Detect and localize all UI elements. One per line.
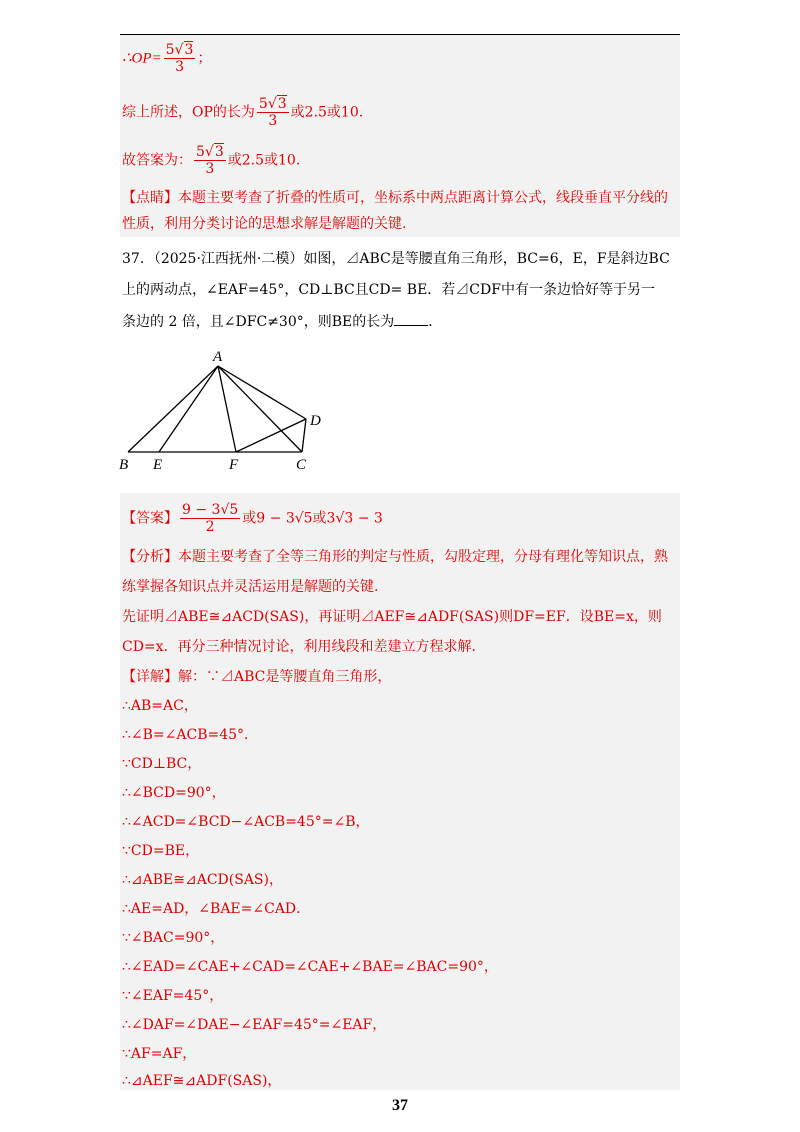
prev-answer-line <box>122 144 300 177</box>
detail-step-3: ∴∠B=∠ACB=45°． <box>122 727 259 743</box>
answer-rest: 或9 − 3√5或3√3 − 3 <box>242 510 383 527</box>
fraction-5sqrt3-over-3: $\frac{5√3}{3}$ <box>165 42 194 75</box>
segment-af <box>218 366 236 452</box>
problem-line-2: 上的两动点，∠EAF=45°，CD⊥BC且CD= BE．若⊿CDF中有一条边恰好等于另一 <box>122 282 655 298</box>
comment-line-1: 【点睛】本题主要考查了折叠的性质可，坐标系中两点距离计算公式，线段垂直平分线的 <box>122 190 668 206</box>
detail-step-6: ∴∠ACD=∠BCD−∠ACB=45°=∠B， <box>122 814 370 830</box>
detail-step-9: ∴AE=AD，∠BAE=∠CAD． <box>122 901 311 917</box>
detail-step-4: ∵CD⊥BC， <box>122 756 202 772</box>
label-a: A <box>213 349 223 365</box>
op-value-suffix: ； <box>197 50 212 67</box>
answer-fraction <box>180 502 240 535</box>
label-f: F <box>229 457 239 473</box>
answer-line <box>122 502 383 535</box>
answer-blank <box>394 311 428 326</box>
detail-step-11: ∴∠EAD=∠CAE+∠CAD=∠CAE+∠BAE=∠BAC=90°， <box>122 959 498 975</box>
label-c: C <box>296 457 307 473</box>
detail-step-1: 【详解】解：∵⊿ABC是等腰直角三角形， <box>122 669 392 685</box>
label-b: B <box>119 457 129 473</box>
problem-line-1: 37．（2025·江西抚州·二模）如图，⊿ABC是等腰直角三角形，BC=6，E，F是斜边BC <box>122 251 670 267</box>
analysis-line-1: 【分析】本题主要考查了全等三角形的判定与性质，勾股定理，分母有理化等知识点，熟 <box>122 549 668 565</box>
answer-frac-den: 2 <box>205 519 215 535</box>
figure-lines <box>128 366 306 452</box>
analysis-line-2: 练掌握各知识点并灵活运用是解题的关键. <box>122 579 379 595</box>
detail-step-5: ∴∠BCD=90°， <box>122 785 226 801</box>
op-value-prefix: ∴OP= <box>122 50 162 67</box>
fraction-5sqrt3-over-3: $\frac{5√3}{3}$ <box>196 144 224 177</box>
detail-step-14: ∵AF=AF， <box>122 1046 197 1062</box>
summary-suffix: 或2.5或10. <box>290 104 364 121</box>
fraction-5sqrt3-over-3: $\frac{5√3}{3}$ <box>258 96 287 129</box>
triangle-figure <box>115 345 335 475</box>
detail-step-15: ∴⊿AEF≅⊿ADF(SAS)， <box>122 1073 282 1089</box>
summary-line <box>122 96 363 129</box>
analysis-line-4: CD=x．再分三种情况讨论，利用线段和差建立方程求解. <box>122 639 477 655</box>
detail-step-13: ∴∠DAF=∠DAE−∠EAF=45°=∠EAF， <box>122 1017 387 1033</box>
analysis-line-3: 先证明⊿ABE≅⊿ACD(SAS)，再证明⊿AEF≅⊿ADF(SAS)则DF=EF．设BE=x，则 <box>122 609 662 625</box>
detail-step-7: ∵CD=BE， <box>122 843 200 859</box>
detail-step-2: ∴AB=AC， <box>122 698 198 714</box>
label-e: E <box>153 457 163 473</box>
answer-frac-num: 9 − 3√5 <box>182 502 239 518</box>
op-value-line <box>122 42 211 75</box>
detail-step-12: ∵∠EAF=45°， <box>122 988 224 1004</box>
page-number: 37 <box>392 1097 408 1114</box>
problem-line-3-text: 条边的 2 倍，且∠DFC≠30°，则BE的长为 <box>122 314 395 330</box>
segment-cd <box>302 419 306 452</box>
prev-answer-prefix: 故答案为： <box>122 152 192 169</box>
prev-answer-suffix: 或2.5或10. <box>227 152 301 169</box>
segment-fd <box>236 419 306 452</box>
detail-step-10: ∵∠BAC=90°， <box>122 930 225 946</box>
label-d: D <box>310 413 321 429</box>
segment-ae <box>159 366 218 452</box>
segment-ab <box>128 366 218 452</box>
answer-tag: 【答案】 <box>122 510 178 527</box>
comment-line-2: 性质，利用分类讨论的思想求解是解题的关键. <box>122 216 407 232</box>
problem-line-3 <box>122 311 442 332</box>
summary-prefix: 综上所述，OP的长为 <box>122 104 255 121</box>
detail-step-8: ∴⊿ABE≅⊿ACD(SAS)， <box>122 872 283 888</box>
frac-den: 3 <box>175 59 185 75</box>
frac-num: 5 <box>165 42 175 58</box>
problem-line-3-end: ． <box>428 314 443 330</box>
frac-rad: 3 <box>184 42 194 58</box>
